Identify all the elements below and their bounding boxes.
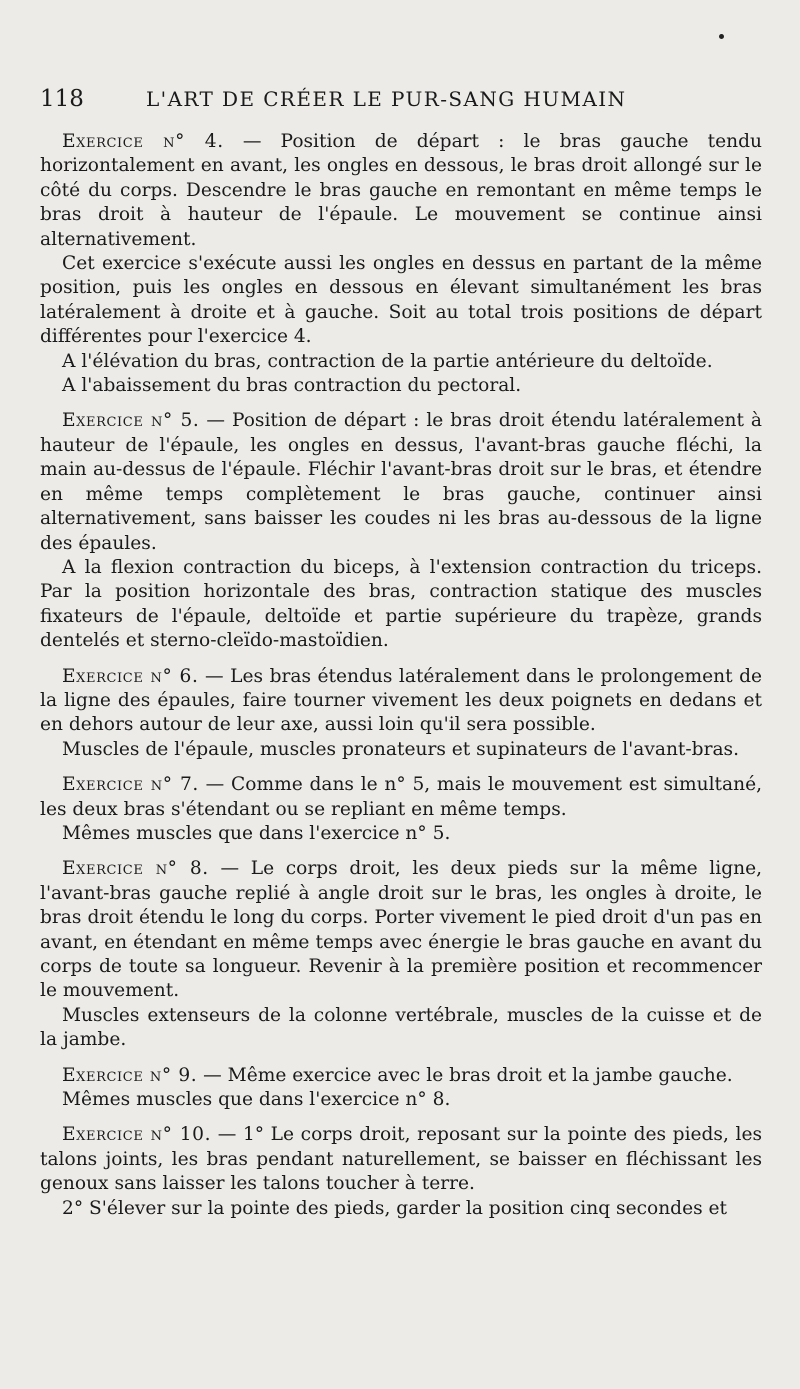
exercise-label: Exercice n° 10. bbox=[62, 1124, 212, 1146]
paragraph-text: — Position de départ : le bras gauche tendu horizontalement en avant, les ongles en dessous, le bras droit allongé sur le côté du corps. Descendre le bras gauche en remontant en même temps le bras droit à hauteur de l'épaule. Le mouvement se continue ainsi alternativement. bbox=[40, 131, 762, 250]
paragraph-text: — 1° Le corps droit, reposant sur la pointe des pieds, les talons joints, les bras pendant naturellement, se baisser en fléchissant les genoux sans laisser les talons toucher à terre. bbox=[40, 1124, 762, 1195]
exercise-label: Exercice n° 4. bbox=[62, 131, 224, 152]
paragraph bbox=[40, 857, 762, 1003]
paragraph-text: Muscles extenseurs de la colonne vertébrale, muscles de la cuisse et de la jambe. bbox=[40, 1004, 762, 1051]
paragraph-text: Mêmes muscles que dans l'exercice n° 5. bbox=[62, 822, 451, 844]
page-header bbox=[40, 86, 762, 130]
paragraph bbox=[40, 374, 762, 398]
paragraph-text: Cet exercice s'exécute aussi les ongles en dessus en partant de la même position, puis les ongles en dessous en élevant simultanément les bras latéralement à droite et à gauche. Soit au total trois positions de départ différentes pour l'exercice 4. bbox=[40, 253, 762, 348]
paragraph-text: — Position de départ : le bras droit étendu latéralement à hauteur de l'épaule, les ongles en dessus, l'avant-bras gauche fléchi, la main au-dessus de l'épaule. Fléchir l'avant-bras droit sur le bras, et étendre en même temps complètement le bras gauche, continuer ainsi alternativement, sans baisser les coudes ni les bras au-dessous de la ligne des épaules. bbox=[40, 410, 762, 554]
paragraph-text: Muscles de l'épaule, muscles pronateurs et supinateurs de l'avant-bras. bbox=[62, 738, 740, 760]
paragraph bbox=[40, 665, 762, 738]
paragraph-text: A l'élévation du bras, contraction de la partie antérieure du deltoïde. bbox=[62, 350, 713, 372]
paragraph bbox=[40, 350, 762, 374]
paragraph bbox=[40, 738, 762, 762]
paragraph-text: — Le corps droit, les deux pieds sur la même ligne, l'avant-bras gauche replié à angle droit sur le bras, les ongles à droite, le bras droit étendu le long du corps. Porter vivement le pied droit d'un pas en avant, en étendant en même temps avec énergie le bras gauche en avant du corps de toute sa longueur. Revenir à la première position et recommencer le mouvement. bbox=[40, 858, 762, 1002]
running-title: L'ART DE CRÉER LE PUR-SANG HUMAIN bbox=[146, 87, 627, 111]
paragraph bbox=[40, 1004, 762, 1053]
exercise-label: Exercice n° 6. bbox=[62, 665, 199, 687]
paragraph bbox=[40, 822, 762, 846]
paragraph bbox=[40, 1197, 762, 1221]
ink-speck bbox=[719, 34, 724, 39]
paragraph bbox=[40, 1064, 762, 1088]
paragraph-text: — Même exercice avec le bras droit et la jambe gauche. bbox=[197, 1064, 733, 1086]
paragraph bbox=[40, 773, 762, 822]
exercise-label: Exercice n° 8. bbox=[62, 858, 209, 880]
paragraph-text: — Les bras étendus latéralement dans le prolongement de la ligne des épaules, faire tourner vivement les deux poignets en dedans et en dehors autour de leur axe, aussi loin qu'il sera possible. bbox=[40, 665, 762, 736]
paragraph-text: Mêmes muscles que dans l'exercice n° 8. bbox=[62, 1089, 451, 1111]
exercise-label: Exercice n° 7. bbox=[62, 774, 199, 796]
paragraph bbox=[40, 130, 762, 252]
book-page bbox=[40, 86, 762, 1221]
paragraph-text: A l'abaissement du bras contraction du pectoral. bbox=[62, 375, 522, 397]
paragraph bbox=[40, 1088, 762, 1112]
paragraph-text: — Comme dans le n° 5, mais le mouvement est simultané, les deux bras s'étendant ou se repliant en même temps. bbox=[40, 774, 762, 820]
paragraph bbox=[40, 409, 762, 555]
paragraph bbox=[40, 556, 762, 654]
paragraph bbox=[40, 252, 762, 350]
paragraph-text: A la flexion contraction du biceps, à l'extension contraction du triceps. Par la position horizontale des bras, contraction statique des muscles fixateurs de l'épaule, deltoïde et partie supérieure du trapèze, grands dentelés et sterno-cleïdo-mastoïdien. bbox=[40, 556, 762, 652]
page-number: 118 bbox=[40, 86, 84, 112]
text-body bbox=[40, 130, 762, 1221]
exercise-label: Exercice n° 5. bbox=[62, 410, 200, 432]
paragraph-text: 2° S'élever sur la pointe des pieds, garder la position cinq secondes et bbox=[62, 1197, 728, 1219]
exercise-label: Exercice n° 9. bbox=[62, 1064, 198, 1086]
paragraph bbox=[40, 1123, 762, 1196]
